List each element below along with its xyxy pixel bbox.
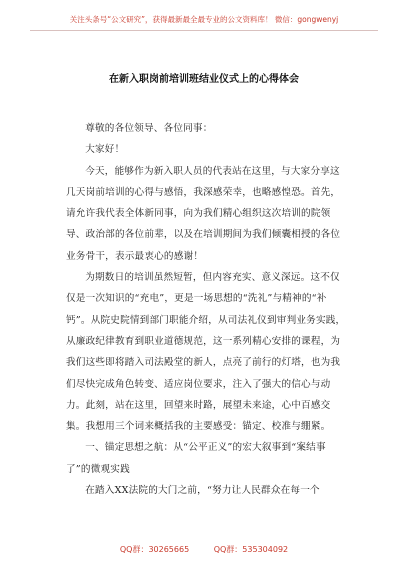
header-divider xyxy=(30,30,378,31)
salutation: 尊敬的各位领导、各位同事： xyxy=(85,123,213,134)
section-heading: 一、锚定思想之航：从“公平正义”的宏大叙事到“案结事了”的微观实践 xyxy=(66,442,326,475)
document-title: 在新入职岗前培训班结业仪式上的心得体会 xyxy=(109,74,299,85)
paragraph-intro: 今天，能够作为新入职人员的代表站在这里，与大家分享这几天岗前培训的心得与感悟，我深感荣幸，也略感惶恐。首先，请允许我代表全体新同事，向为我们精心组织这次培训的院领导、政治部的各位前辈，以及在培训期间为我们倾囊相授的各位业务骨干，表示最衷心的感谢！ xyxy=(66,165,341,262)
footer-qq-group-1: QQ群：30265665 xyxy=(119,545,190,554)
footer-qq-group-2: QQ群：535304092 xyxy=(213,545,289,554)
paragraph-section-one: 在踏入XX法院的大门之前，“努力让人民群众在每一个 xyxy=(85,485,320,497)
paragraph-summary: 为期数日的培训虽然短暂，但内容充实、意义深远。这不仅仅是一次知识的“充电”，更是一场思想的“洗礼”与精神的“补钙”。从院史院情到部门职能介绍，从司法礼仪到审判业务实践，从廉政纪律教育到职业道德规范，这一系列精心安排的课程，为我们这些即将踏入司法殿堂的新人，点亮了前行的灯塔，也为我们尽快完成角色转变、适应岗位要求，注入了强大的信心与动力。此刻，站在这里，回望来时路，展望未来途，心中百感交集。我想用三个词来概括我的主要感受：锚定、校准与绷紧。 xyxy=(66,272,346,433)
document-body xyxy=(66,118,348,501)
footer-contacts xyxy=(0,544,408,555)
header-notice: 关注头条号“公文研究”，获得最新最全最专业的公文资料库！ 微信：gongwenyj xyxy=(69,15,339,24)
greeting: 大家好！ xyxy=(85,144,125,156)
